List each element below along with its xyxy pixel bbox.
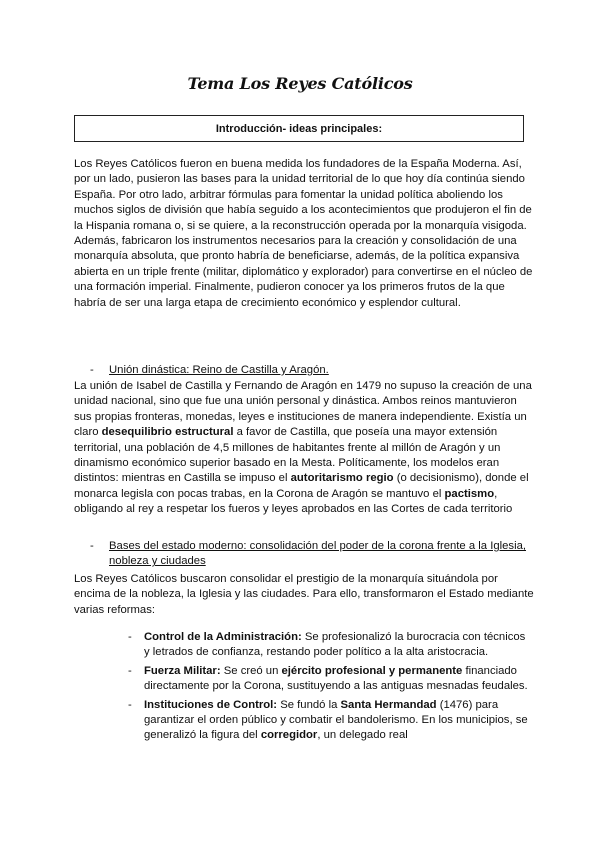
reform-item: - Fuerza Militar: Se creó un ejército profesional y permanente financiado directamente por la Corona, sustituyendo a las antiguas mesnadas feudales. [128, 664, 528, 693]
bold-term: Santa Hermandad [340, 698, 437, 711]
reform-title: Instituciones de Control: [144, 698, 278, 711]
bold-term: corregidor [260, 729, 318, 742]
intro-heading-box [74, 115, 524, 142]
reform-item: - Instituciones de Control: Se fundó la Santa Hermandad (1476) para garantizar el orden público y combatir el bandolerismo. En los municipios, se generalizó la figura del corregidor, un delegado real [128, 698, 528, 742]
intro-paragraph: Los Reyes Católicos fueron en buena medida los fundadores de la España Moderna. Así, por un lado, pusieron las bases para la unidad territorial de lo que hoy día continúa siendo España. Por otro lado, arbitrar fórmulas para fomentar la unidad política aboliendo los muchos siglos de división que había seguido a los acontecimientos que produjeron el fin de la Hispania romana o, si se quiere, a la reconstrucción operada por la monarquía visigoda. Además, fabricaron los instrumentos necesarios para la creación y consolidación de una monarquía absoluta, que pronto habría de beneficiarse, además, de la política expansiva abierta en un triple frente (militar, diplomático y explorador) para convertirse en el núcleo de una formación imperial. Finalmente, pudieron conocer ya los primeros frutos de la que habría de ser una larga etapa de crecimiento económico y esplendor cultural. [74, 158, 533, 309]
bullet-dash: - [128, 631, 132, 643]
reform-item: - Control de la Administración: Se profesionalizó la burocracia con técnicos y letrados de confianza, restando poder político a la alta aristocracia. [128, 631, 526, 659]
reform-title: Fuerza Militar: [144, 664, 221, 677]
bold-term: autoritarismo regio [290, 472, 394, 485]
bullet-dash: - [128, 698, 132, 711]
bullet-dash: - [90, 364, 94, 376]
bold-term: ejército profesional y permanente [281, 664, 463, 677]
union-paragraph: La unión de Isabel de Castilla y Fernando de Aragón en 1479 no supuso la creación de una unidad nacional, sino que fue una unión personal y dinástica. Ambos reinos mantuvieron sus propias fronteras, monedas, leyes e instituciones de manera independiente. Existía un claro desequilibrio estructural a favor de Castilla, que poseía una mayor extensión territorial, una población de 4,5 millones de habitantes frente al millón de Aragón y un dinamismo económico superior basado en la Mesta. Políticamente, los modelos eran distintos: mientras en Castilla se impuso el autoritarismo regio (o decisionismo), donde el monarca legisla con pocas trabas, en la Corona de Aragón se mantuvo el pactismo, obligando al rey a respetar los fueros y leyes aprobados en las Cortes de cada territorio [74, 380, 532, 516]
bold-term: desequilibrio estructural [101, 426, 234, 439]
bullet-dash: - [90, 540, 94, 552]
section-heading-text: Bases del estado moderno: consolidación del poder de la corona frente a la Iglesia, nobleza y ciudades [109, 540, 526, 568]
section-heading-text: Unión dinástica: Reino de Castilla y Aragón. [109, 364, 329, 376]
estado-paragraph: Los Reyes Católicos buscaron consolidar el prestigio de la monarquía situándola por encima de la nobleza, la Iglesia y las ciudades. Para ello, transformaron el Estado mediante varias reformas: [74, 573, 534, 616]
bullet-dash: - [128, 664, 132, 677]
document-title: Tema Los Reyes Católicos [187, 74, 413, 93]
reforms-list [128, 630, 528, 747]
bold-term: pactismo [444, 487, 495, 500]
reform-title: Control de la Administración: [144, 631, 302, 643]
intro-heading: Introducción- ideas principales: [215, 122, 383, 135]
